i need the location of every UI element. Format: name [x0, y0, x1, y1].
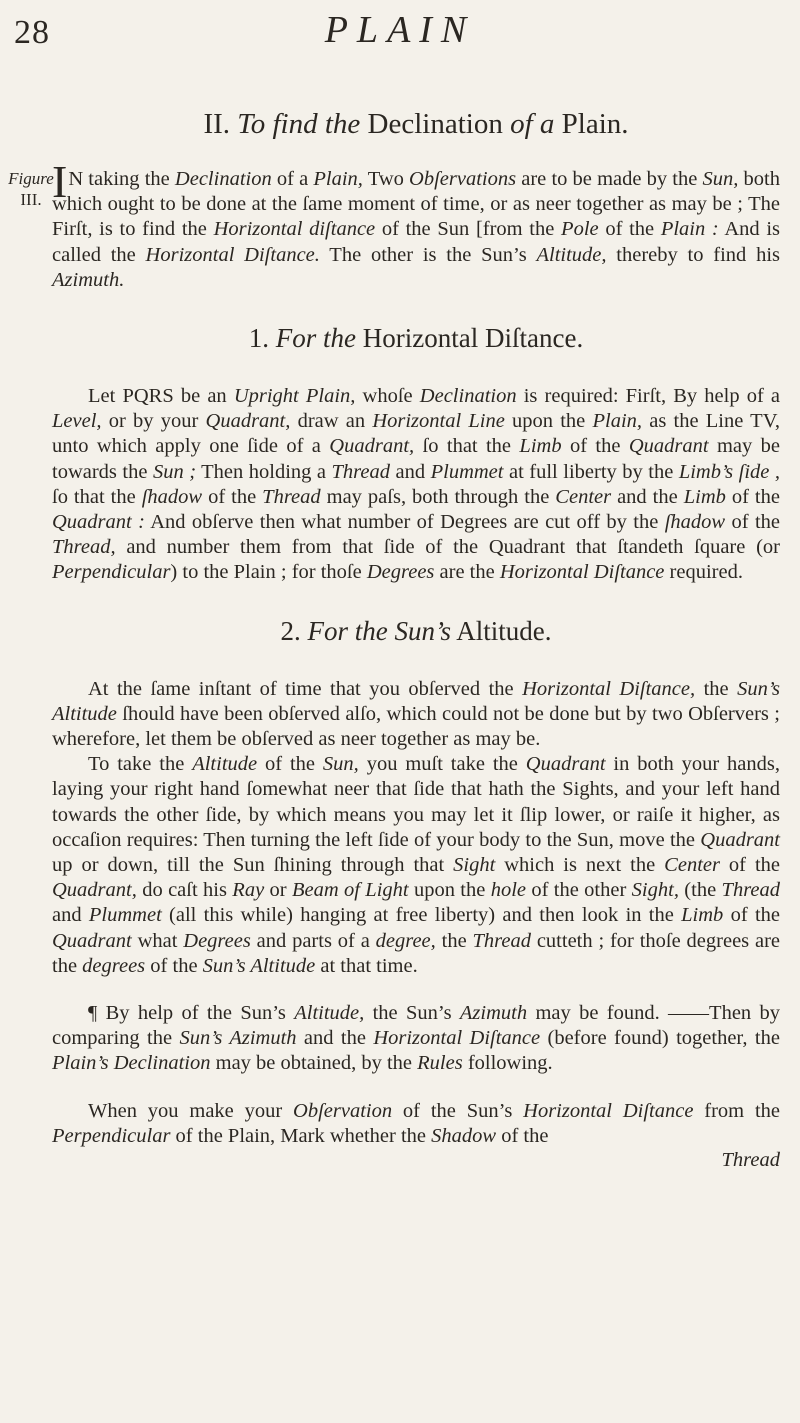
- text-run: up or down, till the Sun ſhining through that: [52, 854, 454, 877]
- text-run: of a: [271, 168, 314, 190]
- horizontal-distance-paragraph: [52, 384, 780, 586]
- italic-run: Limb: [683, 485, 726, 508]
- text-run: ¶ By help of the Sun’s: [88, 1002, 295, 1025]
- text-run: The other is the Sun’s: [319, 243, 537, 266]
- italic-run: Sun’s Altitude: [52, 677, 781, 725]
- text-run: (all this while) hanging at free liberty) and then look in the: [161, 904, 682, 927]
- catchword: Thread: [721, 1149, 780, 1172]
- italic-run: Horizontal Diſtance,: [522, 677, 696, 700]
- italic-run: ſhadow: [664, 511, 726, 534]
- text-run: or: [264, 879, 292, 902]
- italic-run: Horizontal Diſtance: [499, 561, 665, 584]
- text-run: (before found) together, the: [540, 1027, 780, 1050]
- italic-run: Thread: [331, 460, 390, 483]
- text-run: of the: [719, 854, 780, 877]
- text-run: both which ought to be done at the ſame moment of time, or as neer together as may be ; The Firſt, is to find the: [52, 168, 780, 241]
- italic-run: Sight,: [631, 879, 679, 902]
- italic-run: Perpendicular: [52, 1124, 171, 1147]
- text-run: may be found. ——Then by comparing the: [52, 1002, 781, 1050]
- text-run: When you make your: [88, 1099, 294, 1122]
- sub2-title: Altitude.: [456, 615, 552, 646]
- text-run: N taking the: [68, 168, 175, 190]
- text-run: required.: [664, 561, 743, 584]
- italic-run: Degrees: [366, 561, 435, 584]
- italic-run: Ray: [232, 879, 265, 902]
- text-run: do caſt his: [136, 879, 233, 902]
- text-run: the: [695, 677, 738, 700]
- italic-run: Plain,: [313, 168, 363, 190]
- italic-run: Altitude: [192, 753, 258, 776]
- text-run: and the: [611, 485, 684, 508]
- italic-run: Horizontal diſtance: [213, 218, 376, 241]
- drop-cap: I: [52, 156, 68, 207]
- italic-run: hole: [490, 879, 526, 902]
- italic-run: Degrees: [183, 929, 251, 952]
- text-run: whoſe: [355, 385, 420, 408]
- italic-run: Limb’s ſide ,: [678, 460, 780, 483]
- section-heading-italic: To find the: [237, 108, 361, 140]
- italic-run: Altitude,: [294, 1002, 365, 1025]
- text-run: Let PQRS be an: [88, 385, 234, 408]
- text-run: Then holding a: [196, 460, 332, 483]
- italic-run: Thread: [721, 879, 781, 902]
- italic-run: Shadow: [431, 1124, 497, 1147]
- text-run: what: [131, 929, 184, 952]
- italic-run: Center: [664, 854, 720, 877]
- italic-run: Perpendicular: [52, 561, 171, 584]
- section-number: II.: [203, 108, 231, 140]
- text-run: of the: [561, 435, 629, 458]
- sub1-number: 1.: [248, 323, 270, 354]
- italic-run: Obſervation: [293, 1099, 393, 1122]
- text-run: and: [52, 904, 89, 927]
- text-run: ſo that the: [52, 485, 142, 508]
- italic-run: degrees: [82, 954, 146, 977]
- text-run: of the: [202, 485, 263, 508]
- subheading-suns-altitude: [52, 616, 780, 647]
- italic-run: Horizontal Diſtance: [523, 1099, 694, 1122]
- text-run: Two: [362, 168, 410, 190]
- italic-run: ſhadow: [141, 485, 203, 508]
- italic-run: Thread: [262, 485, 321, 508]
- italic-run: Declination: [174, 168, 272, 190]
- text-run: and: [390, 460, 431, 483]
- text-run: of the Sun’s: [392, 1099, 524, 1122]
- italic-run: Sun ;: [152, 460, 197, 483]
- text-run: are the: [434, 561, 500, 584]
- italic-run: Plummet: [88, 904, 162, 927]
- text-run: of the Plain, Mark whether the: [170, 1124, 432, 1147]
- italic-run: Beam of Light: [291, 879, 409, 902]
- text-run: at full liberty by the: [503, 460, 679, 483]
- page-number: 28: [14, 14, 50, 51]
- text-run: of the: [725, 511, 780, 534]
- text-run: cutteth ; for thoſe degrees are the: [52, 929, 781, 977]
- text-run: upon the: [408, 879, 491, 902]
- italic-run: Level,: [52, 410, 102, 433]
- text-run: (the: [678, 879, 722, 902]
- italic-run: Quadrant :: [52, 511, 145, 534]
- text-run: may be obtained, by the: [210, 1052, 418, 1075]
- italic-run: Obſervations: [409, 168, 517, 190]
- section-heading-italic-2: of a: [510, 108, 555, 140]
- italic-run: Thread: [472, 929, 531, 952]
- italic-run: Horizontal Diſtance: [373, 1027, 541, 1050]
- text-run: ) to the Plain ; for thoſe: [170, 561, 367, 584]
- altitude-paragraph-2: [52, 752, 780, 979]
- text-run: of the other: [526, 879, 632, 902]
- italic-run: Sight: [453, 854, 496, 877]
- italic-run: Plain’s Declination: [52, 1052, 211, 1075]
- section-heading: [52, 108, 780, 141]
- text-run: upon the: [504, 410, 593, 433]
- text-run: of the: [598, 218, 661, 241]
- italic-run: Declination: [419, 385, 517, 408]
- text-run: of the: [257, 753, 323, 776]
- text-run: and number them from that ſide of the Quadrant that ſtandeth ſquare (or: [115, 536, 780, 559]
- sub2-number: 2.: [280, 615, 301, 646]
- italic-run: Quadrant,: [205, 410, 291, 433]
- italic-run: Quadrant: [700, 828, 780, 851]
- sub1-title: Horizontal Diſtance.: [362, 323, 584, 354]
- text-run: in both your hands, laying your right hand ſomewhat neer that ſide that hath the Sights, and your left hand towards the other ſide, by which means you may let it ſlip lower, or raiſe it higher, as occaſion requires: Then turning the left ſide of your body to the Sun, move the: [52, 753, 781, 851]
- italic-run: Altitude,: [536, 243, 607, 266]
- italic-run: Azimuth.: [52, 268, 125, 291]
- text-run: thereby to find his: [606, 243, 780, 266]
- text-run: of the: [145, 954, 203, 977]
- text-run: you muſt take the: [358, 753, 526, 776]
- azimuth-paragraph: [52, 1001, 780, 1077]
- italic-run: Plain,: [592, 410, 643, 433]
- section-heading-main: Declination: [367, 108, 503, 140]
- text-run: At the ſame inſtant of time that you obſerved the: [88, 677, 523, 700]
- italic-run: Pole: [561, 218, 599, 241]
- sub1-italic: For the: [275, 323, 357, 354]
- italic-run: Quadrant,: [329, 435, 415, 458]
- text-run: To take the: [88, 753, 193, 776]
- italic-run: Thread,: [52, 536, 116, 559]
- altitude-paragraph-1: [52, 677, 780, 753]
- text-run: or by your: [101, 410, 206, 433]
- text-run: following.: [462, 1052, 553, 1075]
- text-run: are to be made by the: [516, 168, 703, 190]
- italic-run: degree,: [375, 929, 436, 952]
- text-run: the Sun’s: [364, 1002, 460, 1025]
- text-run: at that time.: [315, 954, 418, 977]
- italic-run: Sun’s Azimuth: [179, 1027, 297, 1050]
- text-run: the: [435, 929, 473, 952]
- italic-run: Sun’s Altitude: [202, 954, 316, 977]
- italic-run: Sun,: [322, 753, 359, 776]
- text-run: and the: [296, 1027, 374, 1050]
- italic-run: Azimuth: [459, 1002, 528, 1025]
- text-run: from the: [693, 1099, 780, 1122]
- italic-run: Quadrant: [628, 435, 709, 458]
- figure-number: III.: [20, 190, 42, 209]
- italic-run: Quadrant,: [52, 879, 137, 902]
- section-heading-end: Plain.: [561, 108, 629, 140]
- italic-run: Horizontal Diſtance.: [145, 243, 320, 266]
- text-run: And obſerve then what number of Degrees are cut off by the: [144, 511, 665, 534]
- intro-paragraph: [52, 156, 780, 293]
- margin-figure-reference: [6, 168, 56, 210]
- italic-run: Limb: [681, 904, 724, 927]
- observation-paragraph: [52, 1099, 780, 1149]
- italic-run: Quadrant: [52, 929, 132, 952]
- text-run: ſo that the: [414, 435, 520, 458]
- text-run: And is called the: [52, 218, 780, 266]
- text-run: may be towards the: [52, 435, 781, 483]
- text-run: may paſs, both through the: [320, 485, 556, 508]
- italic-run: Horizontal Line: [372, 410, 505, 433]
- text-run: and parts of a: [250, 929, 376, 952]
- italic-run: Rules: [417, 1052, 463, 1075]
- text-run: ſhould have been obſerved alſo, which could not be done but by two Obſervers ; wherefore, let them be obſerved as neer together as may be.: [52, 702, 780, 751]
- text-run: which is next the: [495, 854, 665, 877]
- italic-run: Limb: [519, 435, 562, 458]
- text-run: of the: [496, 1124, 549, 1147]
- text-run: of the Sun [from the: [375, 218, 562, 241]
- italic-run: Quadrant: [525, 753, 606, 776]
- subheading-horizontal-distance: [52, 323, 780, 354]
- intro-text: [52, 168, 780, 291]
- text-run: of the: [725, 485, 780, 508]
- italic-run: Center: [555, 485, 612, 508]
- text-run: is required: Firſt, By help of a: [516, 385, 781, 408]
- text-run: of the: [723, 904, 780, 927]
- running-head: PLAIN: [324, 9, 476, 51]
- page-content: [52, 108, 780, 1172]
- italic-run: Sun,: [702, 168, 739, 190]
- sub2-italic: For the Sun’s: [307, 615, 451, 646]
- figure-label: Figure: [8, 169, 54, 188]
- text-run: draw an: [290, 410, 373, 433]
- text-run: as the Line TV, unto which apply one ſide of a: [52, 410, 780, 458]
- italic-run: Upright Plain,: [233, 385, 356, 408]
- italic-run: Plummet: [430, 460, 504, 483]
- italic-run: Plain :: [660, 218, 719, 241]
